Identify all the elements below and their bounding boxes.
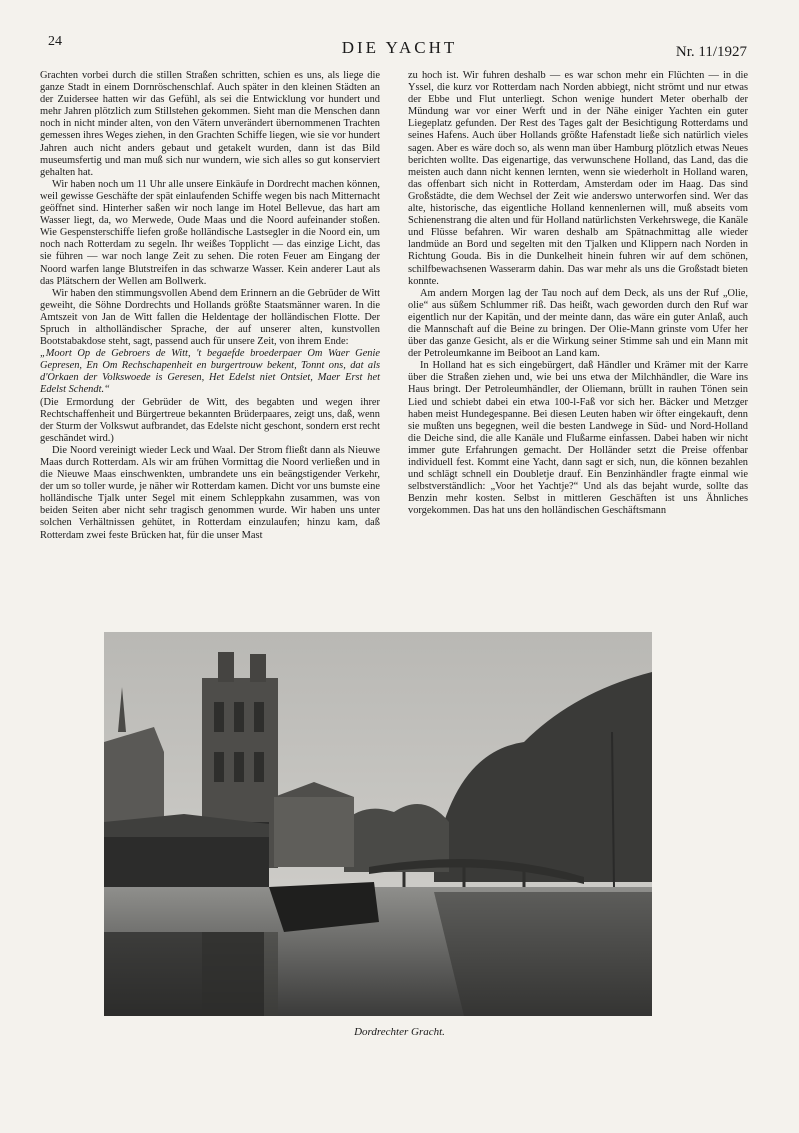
photo-caption: Dordrechter Gracht.	[354, 1026, 445, 1038]
paragraph: Die Noord vereinigt wieder Leck und Waal. Der Strom fließt dann als Nieuwe Maas durch Rotterdam. Als wir am frühen Vormittag die Noord verließen und in die Nieuwe Maas einschwenkten, umbrandete uns ein beängstigender Verkehr, der um so toller wurde, je näher wir Rotterdam kamen. Dicht vor uns bumste eine holländische Tjalk unter Segel mit einem Schleppkahn zusammen, was von beiden Seiten aber nicht sehr tragisch genommen wurde. Wir haben uns unter solchen Verhältnissen gehütet, in Rotterdam einzulaufen; hinzu kam, daß Rotterdam zwei feste Brücken hat, für die unser Mast	[40, 444, 380, 541]
photo-illustration	[104, 632, 652, 1016]
canal-photograph	[104, 632, 652, 1016]
dutch-quote: „Moort Op de Gebroers de Witt, 't begaefde broederpaer Om Waer Genie Gepresen, En Om Rechschapenheit en burgertrouw bekent, Tonnt ons, dat als d'Orkaen der Volkswoede is Geresen, Het Edelst niet Ontsiet, Maer Erst het Edelst Schendt.“	[40, 348, 380, 396]
paragraph: (Die Ermordung der Gebrüder de Witt, des begabten und wegen ihrer Rechtschaffenheit und Bürgertreue bekannten Brüderpaares, zeigt uns, daß, wenn der Sturm der Volkswut aufbrandet, das Edelste nicht geschont, sondern erst recht geschändet wird.)	[40, 396, 380, 444]
right-text-column	[408, 70, 748, 517]
journal-title: DIE YACHT	[341, 38, 458, 57]
paragraph: Grachten vorbei durch die stillen Straßen schritten, schien es uns, als liege die ganze Stadt in einem Dornröschenschlaf. Auch später in den kleinen Städten an der Zuidersee hatten wir das Gefühl, als sei die Entwicklung vor hundert und mehr Jahren plötzlich zum Stillstehen gekommen. Sieht man die Menschen dann noch in nicht minder alten, von den Vätern unverändert übernommenen Trachten gemessen ihres Weges ziehen, in den Grachten Schiffe liegen, wie sie vor hundert Jahren auch nicht anders gebaut und getakelt wurden, dann ist das Bild museumsfertig und man muß sich nur wundern, wie sich alles so gut konserviert gehalten hat.	[40, 70, 380, 178]
issue-number: Nr. 11/1927	[675, 44, 747, 60]
page-number: 24	[48, 34, 62, 49]
paragraph: In Holland hat es sich eingebürgert, daß Händler und Krämer mit der Karre über die Straßen ziehen und, wie bei uns etwa der Milchhändler, die Ware ins Haus bringt. Der Petroleumhändler, der Oliemann, brüllt in rauhen Tönen sein Lied und schiebt dabei ein etwa 100-l-Faß vor sich her. Bäcker und Metzger haben meist Hundegespanne. Bei diesen Leuten haben wir öfter eingekauft, denn sie mußten uns begegnen, weil die besten Landwege in Süd- und Nord-Holland die Deiche sind, die alle Kanäle und Flußarme einfassen. Dabei haben wir nicht immer gute Erfahrungen gemacht. Der Holländer setzt die Preise offenbar individuell fest. Kommt eine Yacht, dann sagt er sich, nun, die können bezahlen und schlägt schnell ein Doubletje drauf. Ein Benzinhändler fragte einmal wie selbstverständlich: „Voor het Yachtje?“ Und als das bejaht wurde, sollte das Benzin mehr kosten. Selbst in mittleren Geschäften ist uns Ähnliches vorgekommen. Das hat uns den holländischen Geschäftsmann	[408, 360, 748, 517]
paragraph: zu hoch ist. Wir fuhren deshalb — es war schon mehr ein Flüchten — in die Yssel, die kurz vor Rotterdam nach Norden abbiegt, nicht strömt und nur etwas der Ebbe und Flut unterliegt. Schon wenige hundert Meter oberhalb der Mündung war vor einer Werft und in der Nähe einiger Yachten ein guter Liegeplatz gefunden. Der Rest des Tages galt der Besichtigung Rotterdams und seines Hafens. Auch über Hollands größte Hafenstadt ließe sich natürlich vieles sagen. Aber es wäre doch so, als wenn man über Hamburg plötzlich etwas Neues berichten wollte. Das eigenartige, das verwunschene Holland, das Land, das die meisten auch dann nicht kennen lernten, wenn sie wiederholt in Holland waren, das offenbart sich nicht in Rotterdam, Amsterdam oder im Haag. Das sind Großstädte, die dem Wechsel der Zeit wie anderswo unterworfen sind. Wer das alte, historische, das eigentliche Holland kennenlernen will, muß abseits vom Schienenstrang die alten und für Holland natürlichsten Verkehrswege, die Kanäle und Flüsse befahren. Wir waren deshalb am Spätnachmittag alle wieder landmüde an Bord und segelten mit den Tjalken und Klippern nach Norden in Richtung Gouda. Bis in die Dunkelheit hinein fuhren wir auf dem schönen, schilfbewachsenen Wasserarm dahin. Das war mehr als uns die Großstadt bieten konnte.	[408, 70, 748, 287]
houses	[274, 797, 354, 867]
paragraph: Wir haben den stimmungsvollen Abend dem Erinnern an die Gebrüder de Witt geweiht, die Söhne Dordrechts und Hollands größte Staatsmänner waren. In die Amtszeit von Jan de Witt fallen die Heldentage der holländischen Flotte. Der Spruch in altholländischer Sprache, der auf unserer alten, kunstvollen Bootstabakdose steht, sagt, passend auch für unsere Zeit, von ihrem Ende:	[40, 287, 380, 348]
paragraph: Am andern Morgen lag der Tau noch auf dem Deck, als uns der Ruf „Olie, olie“ aus süßem Schlummer riß. Das heißt, wach geworden durch den Ruf war eigentlich nur der Kapitän, und der meinte dann, das wäre ein guter Anlaß, auch die Mannschaft auf die Beine zu bringen. Der Olie-Mann grinste vom Ufer her über das ganze Gesicht, als er die Wirkung seiner Stimme sah und ein Mann mit der Petroleumkanne im Beiboot an Land kam.	[408, 287, 748, 360]
paragraph: Wir haben noch um 11 Uhr alle unsere Einkäufe in Dordrecht machen können, weil gewisse Geschäfte der spät einlaufenden Schiffe wegen bis nach Mitternacht geöffnet sind. Hinterher saßen wir noch lange im Hotel Bellevue, das hart am Wasser liegt, da, wo Merwede, Oude Maas und die Noord aufeinander stoßen. Wie Gespensterschiffe liefen große holländische Lastsegler in die Noord ein, um noch nach Rotterdam zu segeln. Ihr weißes Topplicht — das einzige Licht, das sie führen — war noch lange Zeit zu sehen. Die roten Feuer am Eingang der Noord warfen lange Blutstreifen in das schwarze Wasser. Kein anderer Laut als das Plätschern der Wellen am Bollwerk.	[40, 178, 380, 287]
left-text-column	[40, 70, 380, 542]
